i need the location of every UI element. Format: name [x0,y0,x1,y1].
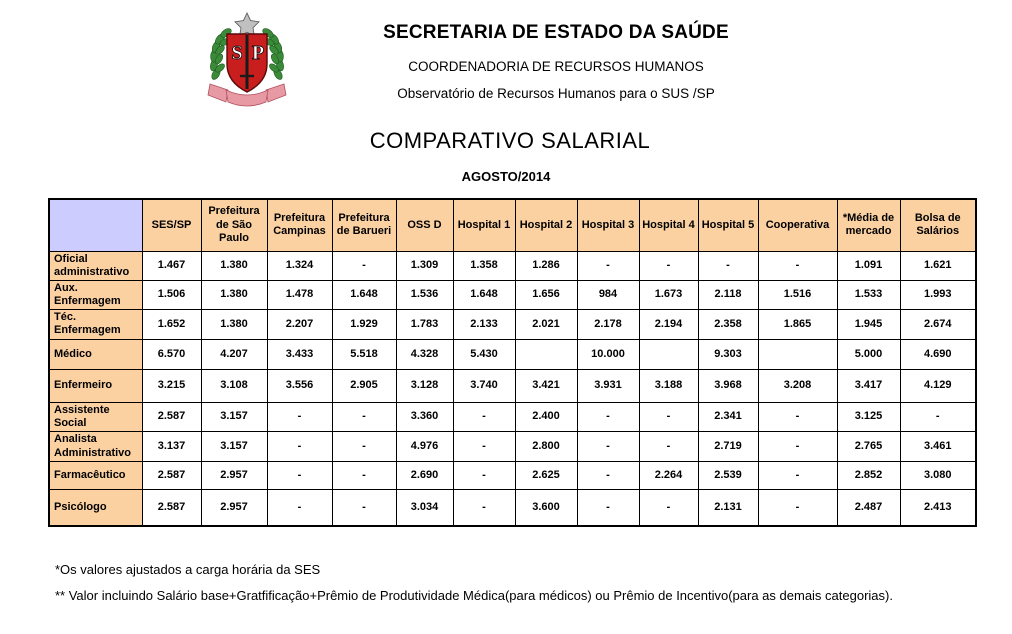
column-header: OSS D [396,199,453,251]
row-label: Assistente Social [49,402,142,431]
salary-cell: 2.674 [900,310,976,339]
org-header [330,22,782,101]
salary-cell: - [758,432,837,462]
salary-cell: 4.976 [396,432,453,462]
period-subtitle: AGOSTO/2014 [461,169,551,184]
salary-cell: - [577,402,639,431]
salary-cell: 2.852 [837,462,900,490]
table-body [49,251,976,526]
row-label: Farmacêutico [49,462,142,490]
salary-cell: 1.865 [758,310,837,339]
salary-comparison-table [48,198,977,527]
org-subtitle-coordenadoria: COORDENADORIA DE RECURSOS HUMANOS [408,59,704,74]
salary-cell: 3.157 [201,432,267,462]
column-header: Hospital 5 [698,199,758,251]
salary-cell: 1.648 [453,280,515,309]
table-row [49,462,976,490]
salary-cell: 1.506 [142,280,201,309]
table-row [49,490,976,526]
column-header: Prefeitura Campinas [267,199,332,251]
salary-cell: 3.208 [758,369,837,402]
salary-cell: 2.133 [453,310,515,339]
salary-cell: 3.461 [900,432,976,462]
column-header: *Média de mercado [837,199,900,251]
salary-cell [758,339,837,369]
salary-cell: 2.765 [837,432,900,462]
table-row [49,280,976,309]
salary-cell: 2.800 [515,432,577,462]
salary-cell: - [332,251,396,280]
salary-cell: 4.328 [396,339,453,369]
salary-cell: 3.157 [201,402,267,431]
salary-cell: 3.188 [639,369,698,402]
org-subtitle-observatorio: Observatório de Recursos Humanos para o SUS /SP [397,86,715,101]
sp-coat-of-arms-logo [202,12,292,109]
salary-cell: - [698,251,758,280]
column-header: Bolsa de Salários [900,199,976,251]
table-row [49,432,976,462]
column-header: SES/SP [142,199,201,251]
salary-cell: 1.516 [758,280,837,309]
salary-cell: 2.131 [698,490,758,526]
salary-cell: - [453,402,515,431]
salary-cell: 3.417 [837,369,900,402]
salary-cell: 1.467 [142,251,201,280]
salary-cell: - [639,432,698,462]
salary-cell: 3.108 [201,369,267,402]
salary-cell [639,339,698,369]
salary-cell: 1.648 [332,280,396,309]
salary-cell: 1.533 [837,280,900,309]
footnote-1: *Os valores ajustados a carga horária da SES [55,562,321,577]
table-row [49,402,976,431]
salary-cell: 3.125 [837,402,900,431]
salary-cell: 3.137 [142,432,201,462]
salary-cell: 2.264 [639,462,698,490]
salary-cell: 5.000 [837,339,900,369]
salary-cell: 2.194 [639,310,698,339]
column-header: Hospital 3 [577,199,639,251]
column-header: Hospital 4 [639,199,698,251]
salary-cell: - [758,251,837,280]
footnote-2: ** Valor incluindo Salário base+Gratfificação+Prêmio de Produtividade Médica(para médicos) ou Prêmio de Incentivo(para as demais categorias). [55,588,893,603]
salary-cell: - [577,490,639,526]
salary-cell: - [332,402,396,431]
salary-cell: 1.652 [142,310,201,339]
salary-cell: 1.783 [396,310,453,339]
salary-cell: - [267,432,332,462]
table-row [49,251,976,280]
salary-cell: 2.905 [332,369,396,402]
salary-cell: 3.968 [698,369,758,402]
salary-cell: - [332,462,396,490]
salary-cell: 1.324 [267,251,332,280]
salary-cell: 1.358 [453,251,515,280]
salary-cell: - [758,402,837,431]
salary-cell: - [758,490,837,526]
salary-cell: 2.400 [515,402,577,431]
table-header-row [49,199,976,251]
salary-cell: 2.118 [698,280,758,309]
salary-cell: - [577,251,639,280]
salary-cell: 2.207 [267,310,332,339]
salary-cell: 2.690 [396,462,453,490]
corner-cell [49,199,142,251]
salary-cell: 2.341 [698,402,758,431]
salary-cell: - [758,462,837,490]
salary-cell: 3.080 [900,462,976,490]
salary-cell: 1.621 [900,251,976,280]
table-row [49,369,976,402]
salary-cell: 2.178 [577,310,639,339]
table-row [49,339,976,369]
salary-cell: 3.600 [515,490,577,526]
salary-cell: 3.433 [267,339,332,369]
salary-cell: - [453,462,515,490]
footnotes [55,562,975,614]
salary-cell: 2.587 [142,490,201,526]
salary-cell: 3.128 [396,369,453,402]
salary-cell: 2.021 [515,310,577,339]
column-header: Prefeitura de São Paulo [201,199,267,251]
org-title: SECRETARIA DE ESTADO DA SAÚDE [383,22,729,43]
salary-cell: 6.570 [142,339,201,369]
salary-cell: 4.129 [900,369,976,402]
salary-cell: 3.360 [396,402,453,431]
salary-cell: 1.656 [515,280,577,309]
salary-cell: 3.556 [267,369,332,402]
salary-cell: 1.673 [639,280,698,309]
salary-cell: 1.536 [396,280,453,309]
salary-cell: 2.587 [142,462,201,490]
svg-text:P: P [251,42,265,64]
row-label: Téc. Enfermagem [49,310,142,339]
salary-cell: - [900,402,976,431]
salary-cell: 5.518 [332,339,396,369]
salary-cell: 2.487 [837,490,900,526]
row-label: Analista Administrativo [49,432,142,462]
salary-cell: 1.091 [837,251,900,280]
star-icon [235,13,259,36]
row-label: Enfermeiro [49,369,142,402]
salary-cell: 1.380 [201,280,267,309]
salary-cell: - [332,432,396,462]
salary-cell: - [267,490,332,526]
salary-cell: 3.931 [577,369,639,402]
salary-cell: 9.303 [698,339,758,369]
salary-cell: - [639,402,698,431]
salary-cell: 10.000 [577,339,639,369]
salary-cell: 2.957 [201,490,267,526]
salary-cell: 2.539 [698,462,758,490]
page-title: COMPARATIVO SALARIAL [369,128,651,153]
salary-cell: - [267,402,332,431]
salary-cell: - [639,490,698,526]
salary-cell: 984 [577,280,639,309]
salary-cell: 1.380 [201,251,267,280]
salary-cell: 1.309 [396,251,453,280]
row-label: Aux. Enfermagem [49,280,142,309]
row-label: Oficial administrativo [49,251,142,280]
salary-cell: 1.993 [900,280,976,309]
salary-cell: - [267,462,332,490]
salary-cell: 2.587 [142,402,201,431]
salary-cell: 2.719 [698,432,758,462]
salary-cell: 5.430 [453,339,515,369]
row-label: Médico [49,339,142,369]
salary-cell: 1.380 [201,310,267,339]
salary-cell: - [332,490,396,526]
svg-text:S: S [231,42,243,64]
column-header: Hospital 1 [453,199,515,251]
salary-cell: - [577,432,639,462]
salary-cell: 3.215 [142,369,201,402]
salary-cell: - [453,490,515,526]
row-label: Psicólogo [49,490,142,526]
salary-cell: 4.207 [201,339,267,369]
column-header: Prefeitura de Barueri [332,199,396,251]
table-row [49,310,976,339]
salary-cell: - [639,251,698,280]
column-header: Hospital 2 [515,199,577,251]
salary-cell [515,339,577,369]
salary-cell: 3.740 [453,369,515,402]
salary-cell: 1.286 [515,251,577,280]
salary-cell: 4.690 [900,339,976,369]
salary-cell: - [453,432,515,462]
salary-cell: 2.957 [201,462,267,490]
salary-cell: 2.625 [515,462,577,490]
salary-cell: 1.929 [332,310,396,339]
salary-cell: 3.421 [515,369,577,402]
column-header: Cooperativa [758,199,837,251]
salary-cell: 1.478 [267,280,332,309]
salary-cell: - [577,462,639,490]
salary-cell: 2.358 [698,310,758,339]
salary-cell: 1.945 [837,310,900,339]
salary-cell: 2.413 [900,490,976,526]
salary-cell: 3.034 [396,490,453,526]
